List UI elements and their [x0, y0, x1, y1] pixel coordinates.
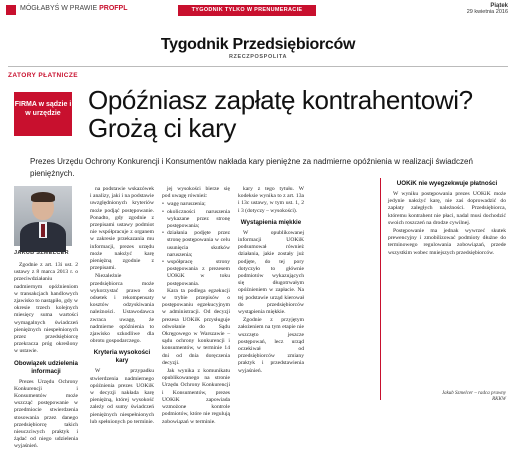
signature-name: Jakub Szmelcer – radca prawny: [441, 391, 506, 396]
signature-firm: RKKW: [492, 397, 506, 402]
paragraph: Kara ta podlega egzekucji w trybie przepisów o postępowaniu egzekucyjnym w administracji. Od decyzji prezesa UOKiK przysługuje odwołanie do Sądu Okręgowego w Warszawie – sądu ochrony konkurencji i konsumentów, w terminie 14 dni od dnia doręczenia decyzji.: [162, 287, 230, 366]
subheading: Kryteria wysokości kary: [93, 349, 151, 365]
paragraph: Postępowanie ma jednak wywrzeć skutek prewencyjny i zmobilizować podmioty dłużne do terminowego regulowania zobowiązań, przede wszystkim wobec mniejszych przedsiębiorców.: [388, 228, 506, 256]
paragraph: Prezes Urzędu Ochrony Konkurencji i Konsumentów może wszcząć postępowanie w przedmiocie stwierdzenia stosowania przez danego przedsiębiorcę takich nieuczciwych praktyk i żądać od niego udzielenia wyjaśnień.: [14, 378, 78, 450]
paragraph: Zgodnie z przyjętym założeniem na tym etapie nie wszczęto jeszcze postępowań, lecz urząd oczekiwał od przedsiębiorców zmiany praktyk i przedstawienia wyjaśnień.: [238, 317, 304, 374]
article-lead: Prezes Urzędu Ochrony Konkurencji i Konsumentów nakłada kary pieniężne za nadmierne opóźnienia w realizacji świadczeń pieniężnych.: [30, 157, 473, 178]
section-label: ZATORY PŁATNICZE: [8, 72, 78, 79]
article-column-1: [14, 262, 78, 450]
photo-tie: [41, 224, 45, 237]
subheading: UOKiK nie wyegzekwuje płatności: [396, 180, 498, 187]
photo-hair: [31, 192, 55, 202]
issue-day: Piątek: [490, 3, 508, 9]
paragraph: W wyniku postępowania prezes UOKiK może jedynie nałożyć karę, nie zaś doprowadzić do zapłaty zaległych należności. Przedsiębiorca, któremu kontrahent nie płaci, nadal musi dochodzić swoich roszczeń na drodze cywilnej.: [388, 191, 506, 226]
article-column-4: [238, 186, 304, 407]
paragraph: kary z tego tytułu. W kodeksie wynika to z art. 13a i 13c ustawy, w tym ust. 1, 2 i 3 (dotyczy – wysokości).: [238, 186, 304, 214]
list-item: • działania podjęte przez stronę postępowania w celu usunięcia skutków naruszenia;: [162, 230, 230, 259]
sidebar-divider: [380, 178, 381, 400]
article-column-2: [90, 186, 155, 425]
author-name: JAKUB SZMELCER: [14, 250, 69, 256]
article-column-3: [162, 186, 230, 425]
masthead-title: Tygodnik Przedsiębiorców: [160, 36, 356, 53]
author-signature: [442, 391, 506, 403]
paragraph: Jak wynika z komunikatu opublikowanego na stronie Urzędu Ochrony Konkurencji i Konsumentów, prezes UOKiK zapowiada wzmożone kontrole podmiotów, które nie regulują zobowiązań w terminie.: [162, 368, 230, 425]
top-bar: [0, 0, 516, 30]
paragraph: na podstawie wskazówek i analizy, jaki i na podstawie uwzględnionych kryteriów może podjąć postępowanie. Ponadto, gdy zgodnie z przepisami ustawy podmiot nie współpracuje z organem w zakresie przekazania mu informacji, prezes urzędu może nałożyć karę pieniężną zgodnie z przepisami.: [90, 186, 154, 272]
criteria-list: [162, 201, 230, 287]
brand-logo-text: PROFPL: [99, 5, 128, 12]
issue-date: 29 kwietnia 2016: [466, 9, 508, 15]
author-photo: [14, 186, 72, 246]
subheading: Obowiązek udzielenia informacji: [14, 359, 78, 375]
article-column-5: [388, 180, 506, 386]
subheading: Wystąpienia miękkie: [240, 218, 302, 226]
brand-text: MÓGŁABYŚ W PRAWIE: [20, 5, 98, 12]
list-item: • wagę naruszenia;: [162, 201, 230, 208]
subscription-banner: TYGODNIK TYLKO W PRENUMERACIE: [178, 5, 316, 16]
paragraph: W przypadku stwierdzenia nadmiernego opóźnienia prezes UOKiK w decyzji nakłada karę pieniężną, której wysokość zależy od sumy świadczeń pieniężnych niespełnionych lub spełnionych po terminie.: [90, 368, 155, 425]
paragraph: jej wysokości bierze się pod uwagę również:: [162, 186, 230, 200]
masthead-divider: [8, 66, 508, 67]
brand-logo-icon: [6, 5, 16, 15]
category-badge: FIRMA w sądzie i w urzędzie: [14, 92, 72, 136]
paragraph: W opublikowanej informacji UOKiK podsumował również działania, jakie zostały już podjęte, do tej pory dotyczyło to głównie podmiotów wykazujących się długotrwałym opóźnieniem w zapłacie. Na tej podstawie urząd kierował do przedsiębiorców wystąpienia miękkie.: [238, 229, 304, 316]
list-item: • okoliczności naruszenia wykazane przez stronę postępowania;: [162, 209, 230, 231]
article-headline: Opóźniasz zapłatę kontrahentowi? Grożą ci kary: [88, 85, 473, 143]
issue-info: [467, 3, 508, 15]
brand-line: [20, 5, 127, 12]
list-item: • współpracę strony postępowania z prezesem UOKiK w toku postępowania.: [162, 259, 230, 288]
masthead-subtitle: RZECZPOSPOLITA: [228, 54, 288, 60]
paragraph: Zgodnie z art. 13i ust. 2 ustawy z 8 marca 2013 r. o przeciwdziałaniu nadmiernym opóźnieniom w transakcjach handlowych zjawisko to nastąpiło, gdy w okresie trzech kolejnych miesięcy suma wartości wymagalnych świadczeń pieniężnych niespełnionych przez przedsiębiorcę przekracza próg określony w ustawie.: [14, 262, 78, 355]
paragraph: Niezależnie przedsiębiorca może wykorzystać prawo do odsetek i rekompensaty kosztów odzyskiwania należności. Ustawodawca zwraca uwagę, że nadmierne opóźnienia to zjawisko szkodliwe dla obrotu gospodarczego.: [90, 273, 154, 345]
